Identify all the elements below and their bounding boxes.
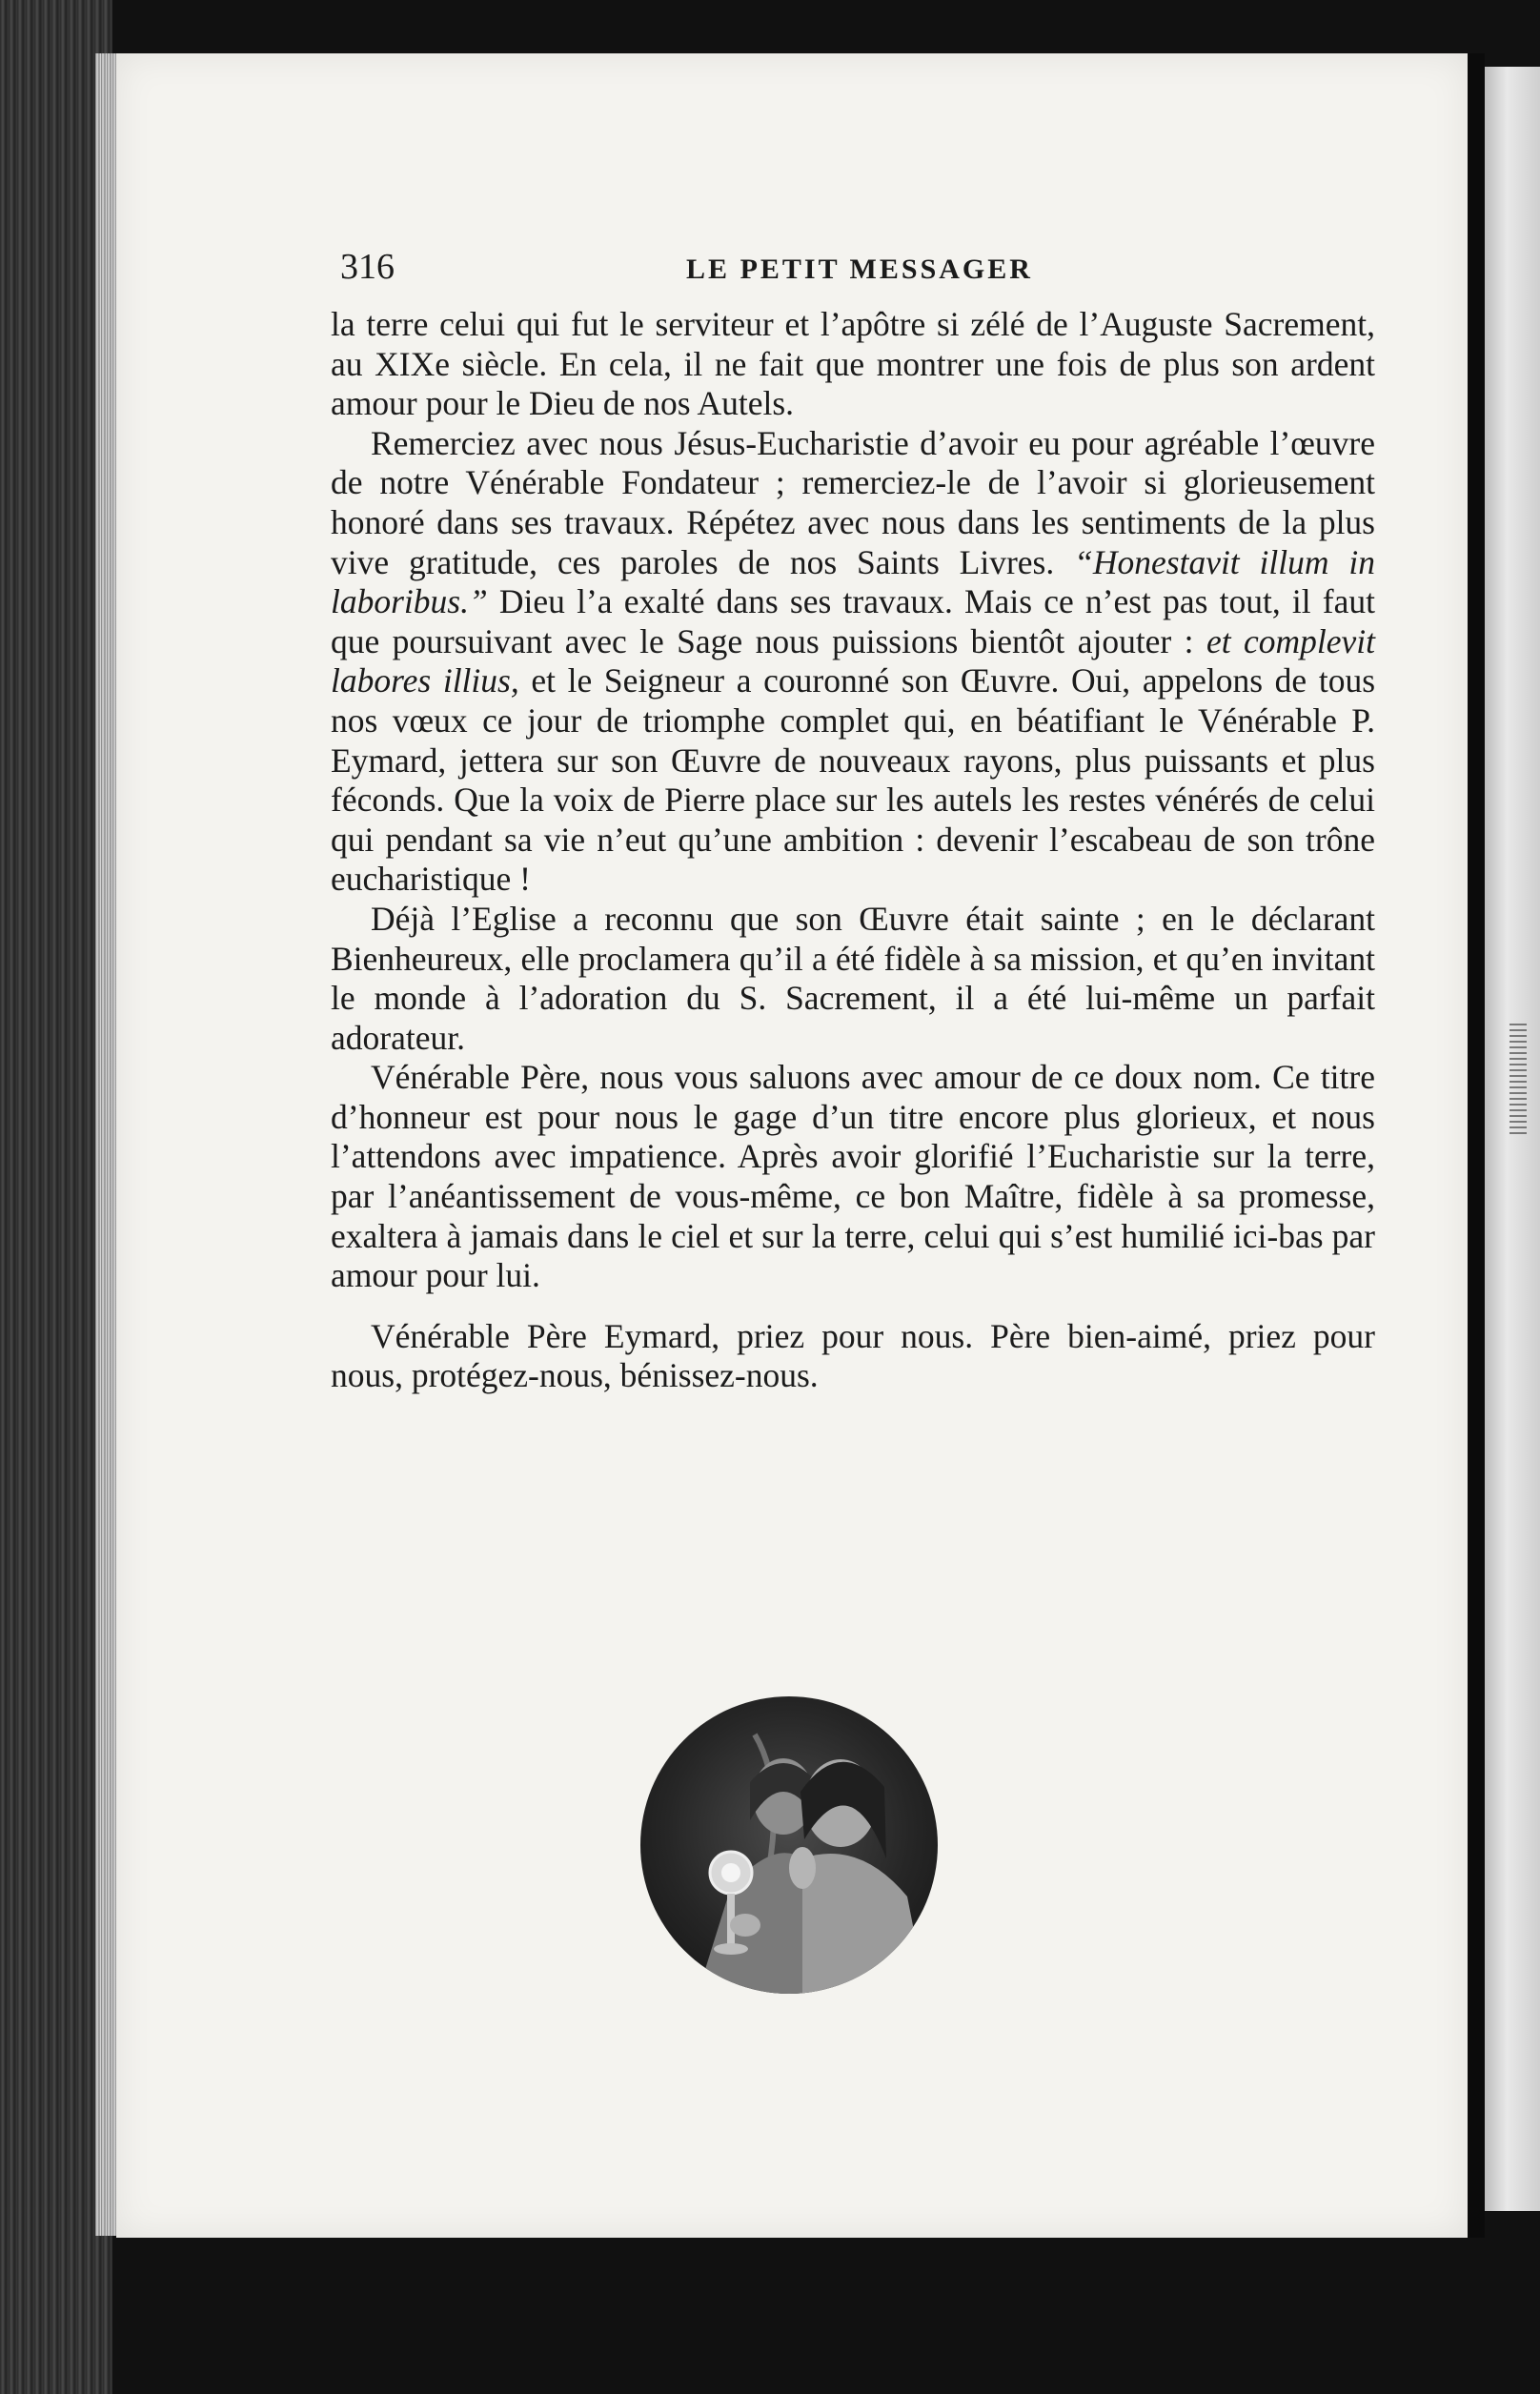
vignette-drawing <box>640 1696 938 1994</box>
latin-quote-2: et complevit labores illius, <box>331 621 1376 700</box>
paragraph-2-end: et le Seigneur a couronné son Œuvre. Oui, appelons de tous nos vœux ce jour de triomphe complet qui, en béatifiant le Vénérable P. Eymard, jettera sur son Œuvre de nouveaux rayons, plus puissants et plus féconds. Que la voix de Pierre place sur les autels les restes vénérés de celui qui pendant sa vie n’eut qu’une ambition : devenir l’escabeau de son trône eucharistique ! <box>331 661 1376 899</box>
paragraph-2-continued: Dieu l’a exalté dans ses travaux. Mais ce n’est pas tout, il faut que poursuivant avec le Sage nous puissions bientôt ajouter : <box>331 582 1375 660</box>
closing-prayer: Vénérable Père Eymard, priez pour nous. Père bien-aimé, priez pour nous, protégez-nous, bénissez-nous. <box>331 1316 1375 1395</box>
paragraph-1: la terre celui qui fut le serviteur et l’apôtre si zélé de l’Auguste Sacrement, au XIXe siècle. En cela, il ne fait que montrer une fois de plus son ardent amour pour le Dieu de nos Autels. <box>331 305 1375 423</box>
library-stamp <box>1510 1020 1527 1134</box>
page-header <box>340 246 1379 294</box>
page-body <box>331 305 1375 1396</box>
paragraph-4: Vénérable Père, nous vous saluons avec amour de ce doux nom. Ce titre d’honneur est pour nous le gage d’un titre encore plus glorieux, et nous l’attendons avec impatience. Après avoir glorifié l’Eucharistie sur la terre, par l’anéantissement de vous-même, ce bon Maître, fidèle à sa promesse, exaltera à jamais dans le ciel et sur la terre, celui qui s’est humilié ici-bas par amour pour lui. <box>331 1058 1375 1295</box>
page-gutter <box>1468 53 1485 2238</box>
paragraph-3: Déjà l’Eglise a reconnu que son Œuvre était sainte ; en le déclarant Bienheureux, elle proclamera qu’il a été fidèle à sa mission, et qu’en invitant le monde à l’adoration du S. Sacrement, il a été lui-même un parfait adorateur. <box>331 899 1375 1057</box>
angels-with-monstrance-vignette-icon <box>640 1696 938 1994</box>
paragraph-2 <box>331 424 1375 900</box>
paragraph-2-text: Remerciez avec nous Jésus-Eucharistie d’avoir eu pour agréable l’œuvre de notre Vénérable Fondateur ; remerciez-le de l’avoir si glorieusement honoré dans ses travaux. Répétez avec nous dans les sentiments de la plus vive gratitude, ces paroles de nos Saints Livres. <box>331 423 1375 581</box>
adjacent-page-edge <box>1485 67 1540 2211</box>
latin-quote: “Honestavit illum in laboribus.” <box>331 542 1375 621</box>
running-head: LE PETIT MESSAGER <box>686 254 1033 285</box>
page-number: 316 <box>340 247 395 287</box>
